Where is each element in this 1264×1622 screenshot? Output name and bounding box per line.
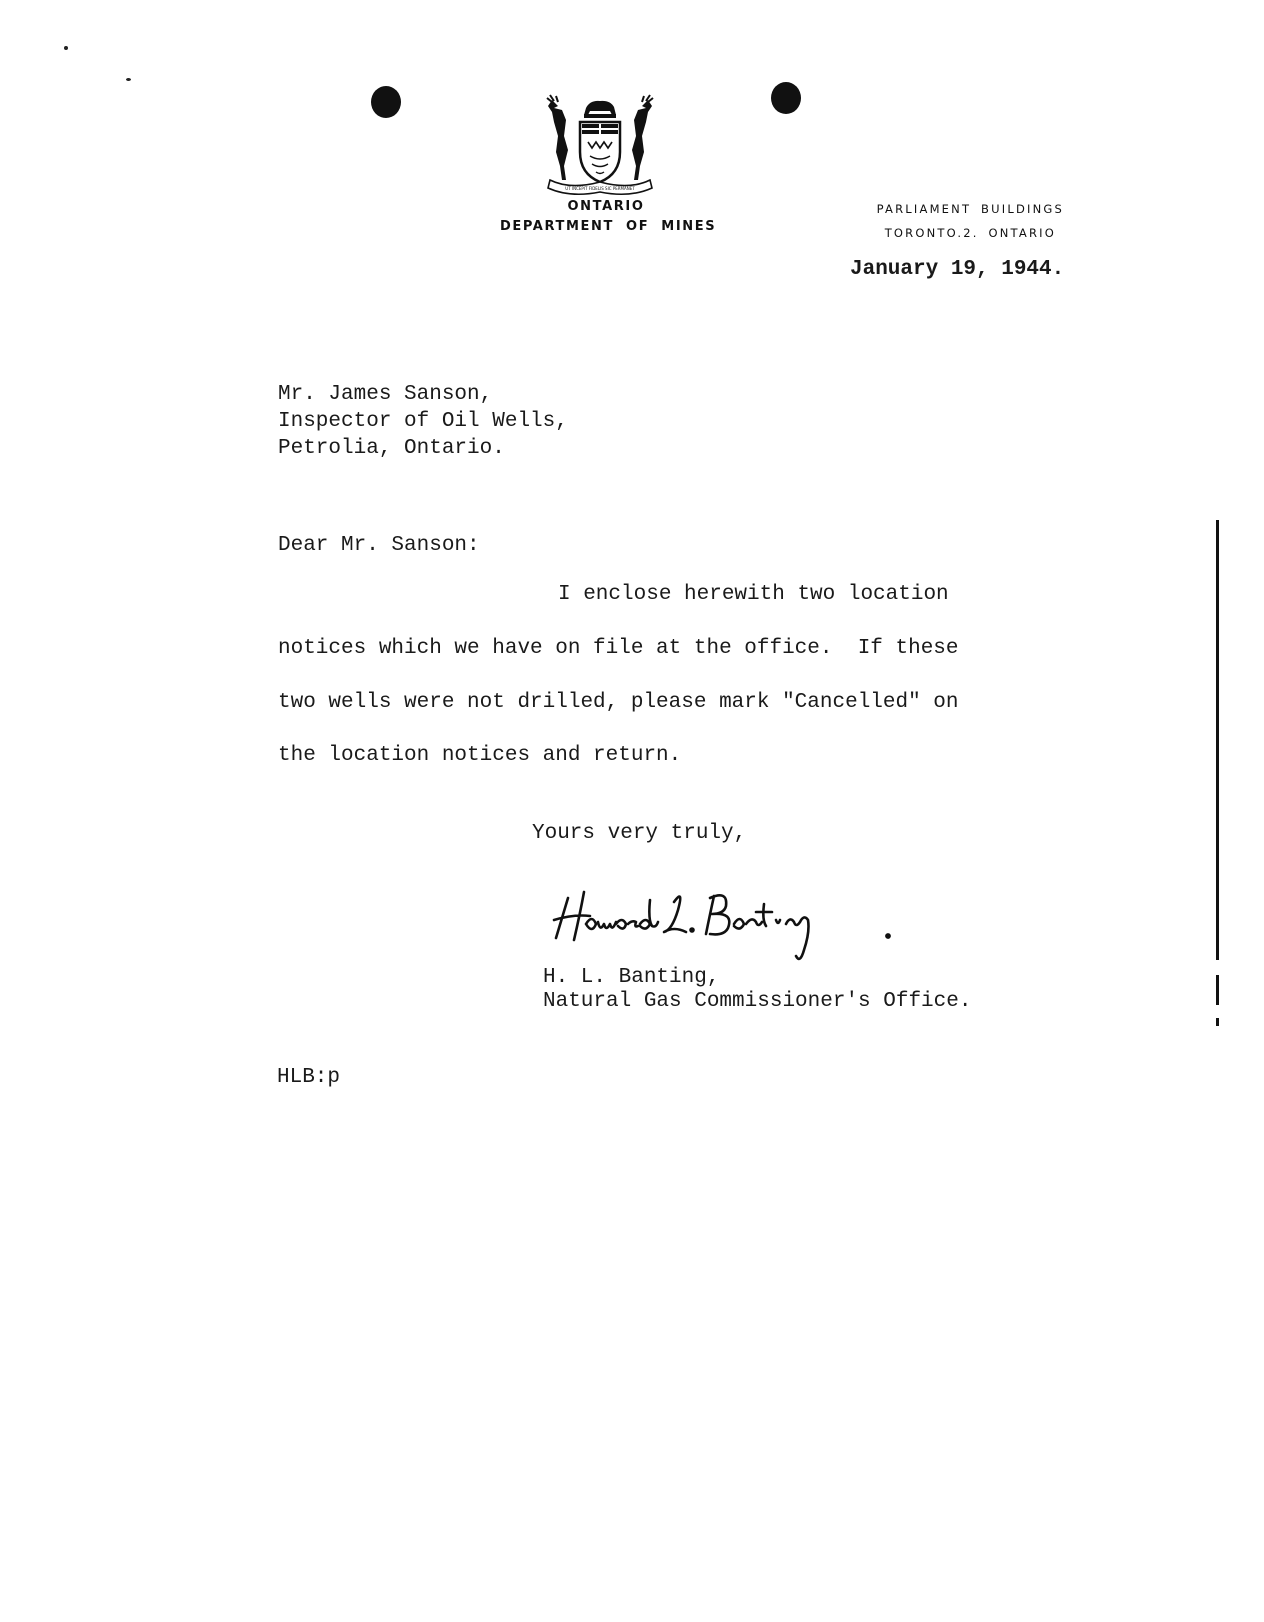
salutation: Dear Mr. Sanson: xyxy=(278,534,480,557)
body-line: notices which we have on file at the office. If these xyxy=(278,637,959,660)
department-name: DEPARTMENT OF MINES xyxy=(500,219,717,234)
letter-date: January 19, 1944. xyxy=(850,258,1065,281)
province-name: ONTARIO xyxy=(567,199,645,214)
speck-mark xyxy=(126,78,131,81)
punch-hole-left xyxy=(371,86,401,118)
punch-hole-right xyxy=(771,82,801,114)
address-line-2: TORONTO.2. ONTARIO xyxy=(884,226,1056,240)
scan-edge-bar xyxy=(1216,975,1219,1005)
handwritten-signature xyxy=(550,880,900,970)
reference-initials: HLB:p xyxy=(277,1066,341,1089)
recipient-line: Inspector of Oil Wells, xyxy=(278,410,568,433)
body-line: two wells were not drilled, please mark "Cancelled" on xyxy=(278,691,959,714)
speck-mark xyxy=(64,46,68,50)
signer-title: Natural Gas Commissioner's Office. xyxy=(543,990,972,1013)
scan-edge-bar xyxy=(1216,1018,1219,1026)
address-line-1: PARLIAMENT BUILDINGS xyxy=(876,202,1064,216)
seal-motto: UT INCEPIT FIDELIS SIC PERMANET xyxy=(565,186,635,191)
closing: Yours very truly, xyxy=(532,822,747,845)
body-line: I enclose herewith two location xyxy=(558,583,949,606)
recipient-line: Petrolia, Ontario. xyxy=(278,437,505,460)
recipient-line: Mr. James Sanson, xyxy=(278,383,493,406)
coat-of-arms-icon xyxy=(544,94,656,196)
body-line: the location notices and return. xyxy=(278,744,682,767)
scan-edge-bar xyxy=(1216,520,1219,960)
signer-name: H. L. Banting, xyxy=(543,966,720,989)
